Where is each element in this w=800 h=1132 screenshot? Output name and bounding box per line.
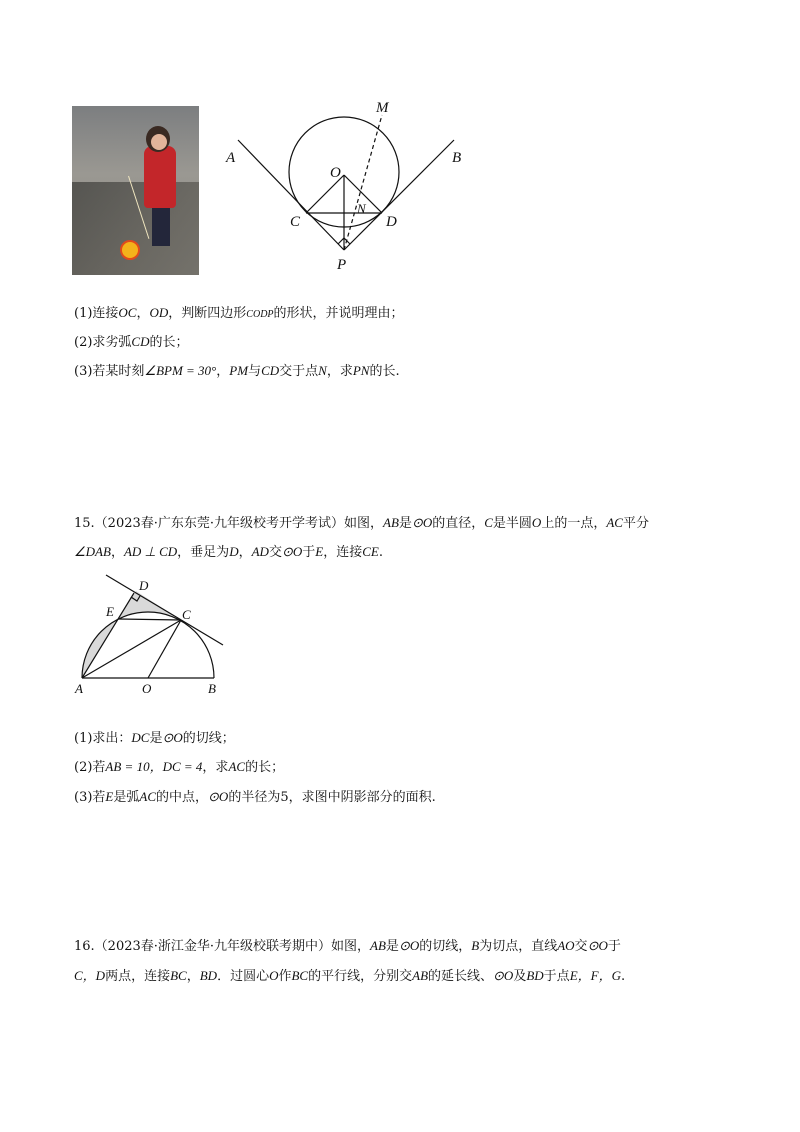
label-c: C: [182, 607, 191, 622]
q16-line1: 16.（2023春·浙江金华·九年级校联考期中）如图，AB是⊙O的切线，B为切点，直线AO交⊙O于: [74, 938, 621, 954]
label-c: C: [290, 214, 301, 230]
label-n: N: [357, 201, 366, 216]
photo-child-legs: [152, 206, 170, 246]
photo-yoyo: [120, 240, 140, 260]
photo-child-face: [151, 134, 167, 150]
q15-stem-line1: 15.（2023春·广东东莞·九年级校考开学考试）如图，AB是⊙O的直径，C是半圆O上的一点，AC平分: [74, 515, 649, 531]
radius-oc: [148, 620, 181, 678]
label-a: A: [226, 150, 236, 166]
q15-part2: (2)若AB = 10，DC = 4，求AC的长；: [74, 759, 285, 775]
line-bp: [344, 140, 454, 250]
q14-part1: (1)连接OC，OD，判断四边形CODP的形状，并说明理由；: [74, 305, 404, 321]
photo-child-vest: [144, 146, 176, 208]
q15-stem-line2: ∠DAB，AD ⊥ CD，垂足为D，AD交⊙O于E，连接CE.: [74, 544, 383, 560]
label-b: B: [208, 681, 216, 695]
figure-semicircle: [70, 570, 230, 695]
label-e: E: [106, 604, 114, 619]
figure-tangent-circle: [215, 95, 475, 275]
q14-part2: (2)求劣弧CD的长；: [74, 334, 189, 350]
chord-ec: [118, 619, 181, 620]
label-d: D: [139, 578, 149, 593]
label-p: P: [337, 257, 347, 273]
dashed-pm: [344, 115, 382, 250]
q15-part3: (3)若E是弧AC的中点，⊙O的半径为5，求图中阴影部分的面积.: [74, 789, 436, 805]
label-o: O: [330, 165, 341, 181]
yoyo-photo: [72, 106, 199, 275]
label-o: O: [142, 681, 152, 695]
q16-line2: C，D两点，连接BC，BD．过圆心O作BC的平行线，分别交AB的延长线、⊙O及BD于点E，F，G.: [74, 968, 626, 984]
label-b: B: [452, 150, 462, 166]
q15-part1: (1)求出：DC是⊙O的切线；: [74, 730, 235, 746]
q14-part3: (3)若某时刻∠BPM = 30°，PM与CD交于点N，求PN的长.: [74, 363, 400, 379]
label-a: A: [75, 681, 83, 695]
label-m: M: [376, 100, 389, 116]
label-d: D: [386, 214, 397, 230]
